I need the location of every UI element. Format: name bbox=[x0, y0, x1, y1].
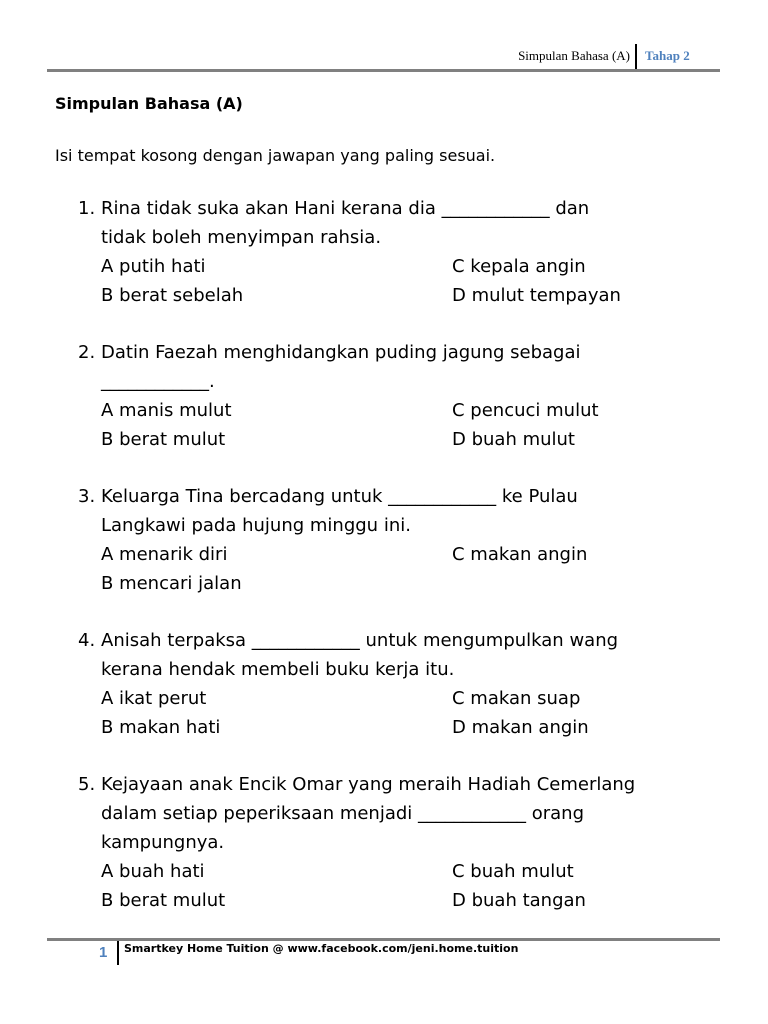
question-text-line: kampungnya. bbox=[101, 832, 225, 853]
question-text-line: ____________. bbox=[101, 371, 215, 392]
question-number: 1. bbox=[78, 198, 96, 219]
question-text-line: kerana hendak membeli buku kerja itu. bbox=[101, 659, 455, 680]
question-number: 2. bbox=[78, 342, 96, 363]
option-a: A manis mulut bbox=[101, 400, 232, 421]
option-b: B berat sebelah bbox=[101, 285, 244, 306]
question-number: 5. bbox=[78, 774, 96, 795]
footer-rule bbox=[47, 938, 720, 941]
question-text-line: Anisah terpaksa ____________ untuk mengumpulkan wang bbox=[101, 630, 619, 651]
option-b: B berat mulut bbox=[101, 890, 226, 911]
option-a: A putih hati bbox=[101, 256, 206, 277]
page-header bbox=[0, 42, 768, 72]
option-b: B mencari jalan bbox=[101, 573, 242, 594]
option-d: D buah mulut bbox=[452, 429, 575, 450]
question-text-line: dalam setiap peperiksaan menjadi ____________ orang bbox=[101, 803, 585, 824]
footer-divider bbox=[117, 941, 119, 965]
instruction-text: Isi tempat kosong dengan jawapan yang paling sesuai. bbox=[55, 146, 496, 165]
option-b: B berat mulut bbox=[101, 429, 226, 450]
option-d: D mulut tempayan bbox=[452, 285, 621, 306]
header-title: Simpulan Bahasa (A) bbox=[518, 48, 630, 63]
question-text-line: Rina tidak suka akan Hani kerana dia ____________ dan bbox=[101, 198, 590, 219]
option-c: C kepala angin bbox=[452, 256, 586, 277]
option-d: D makan angin bbox=[452, 717, 589, 738]
header-divider bbox=[635, 44, 637, 70]
question-number: 3. bbox=[78, 486, 96, 507]
header-rule bbox=[47, 69, 720, 72]
question-text-line: Datin Faezah menghidangkan puding jagung sebagai bbox=[101, 342, 581, 363]
option-a: A ikat perut bbox=[101, 688, 207, 709]
question-text-line: Langkawi pada hujung minggu ini. bbox=[101, 515, 411, 536]
header-tahap: Tahap 2 bbox=[645, 48, 690, 63]
question-text-line: tidak boleh menyimpan rahsia. bbox=[101, 227, 382, 248]
option-b: B makan hati bbox=[101, 717, 221, 738]
footer-text: Smartkey Home Tuition @ www.facebook.com/jeni.home.tuition bbox=[124, 942, 519, 955]
question-text-line: Kejayaan anak Encik Omar yang meraih Hadiah Cemerlang bbox=[101, 774, 636, 795]
question-text-line: Keluarga Tina bercadang untuk ____________ ke Pulau bbox=[101, 486, 578, 507]
option-a: A menarik diri bbox=[101, 544, 228, 565]
page-number: 1 bbox=[99, 944, 108, 961]
document-title: Simpulan Bahasa (A) bbox=[55, 94, 243, 113]
option-c: C makan angin bbox=[452, 544, 588, 565]
option-d: D buah tangan bbox=[452, 890, 586, 911]
option-c: C pencuci mulut bbox=[452, 400, 599, 421]
question-number: 4. bbox=[78, 630, 96, 651]
option-c: C makan suap bbox=[452, 688, 581, 709]
option-a: A buah hati bbox=[101, 861, 205, 882]
option-c: C buah mulut bbox=[452, 861, 574, 882]
